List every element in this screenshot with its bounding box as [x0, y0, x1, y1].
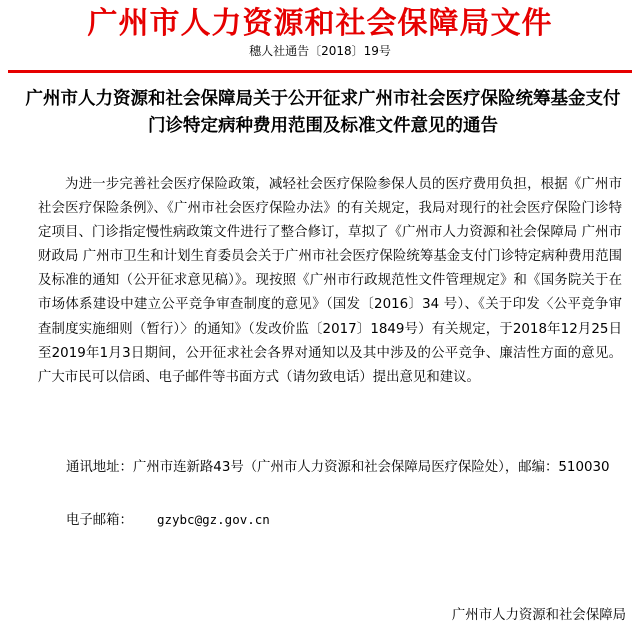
email-label: 电子邮箱：	[66, 513, 133, 528]
body-paragraph: 为进一步完善社会医疗保险政策，减轻社会医疗保险参保人员的医疗费用负担，根据《广州市社会医疗保险条例》、《广州市社会医疗保险办法》的有关规定，我局对现行的社会医疗保险门诊特定项目、门诊指定慢性病政策文件进行了整合修订，草拟了《广州市人力资源和社会保障局 广州市财政局 广州市卫生和计划生育委员会关于广州市社会医疗保险统筹基金支付门诊特定病种费用范围及标准的通知（公开征求意见稿）》。现按照《广州市行政规范性文件管理规定》和《国务院关于在市场体系建设中建立公平竞争审查制度的意见》（国发〔2016〕34 号）、《关于印发〈公平竞争审查制度实施细则（暂行）〉的通知》（发改价监〔2017〕1849号）有关规定，于2018年12月25日至2019年1月3日期间，公开征求社会各界对通知以及其中涉及的公平竞争、廉洁性方面的意见。广大市民可以信函、电子邮件等书面方式（请勿致电话）提出意见和建议。	[38, 177, 622, 385]
email-address: gzybc@gz.gov.cn	[156, 512, 270, 527]
contact-address: 通讯地址：广州市连新路43号（广州市人力资源和社会保障局医疗保险处），邮编：510030	[66, 460, 610, 475]
contact-email	[66, 509, 466, 532]
document-number: 穗人社通告〔2018〕19号	[249, 44, 391, 58]
document-header-title: 广州市人力资源和社会保障局文件	[87, 6, 553, 41]
notice-title: 广州市人力资源和社会保障局关于公开征求广州市社会医疗保险统筹基金支付门诊特定病种费用范围及标准文件意见的通告	[25, 89, 621, 136]
issuer-signature: 广州市人力资源和社会保障局	[451, 608, 626, 623]
header-divider	[8, 70, 632, 73]
